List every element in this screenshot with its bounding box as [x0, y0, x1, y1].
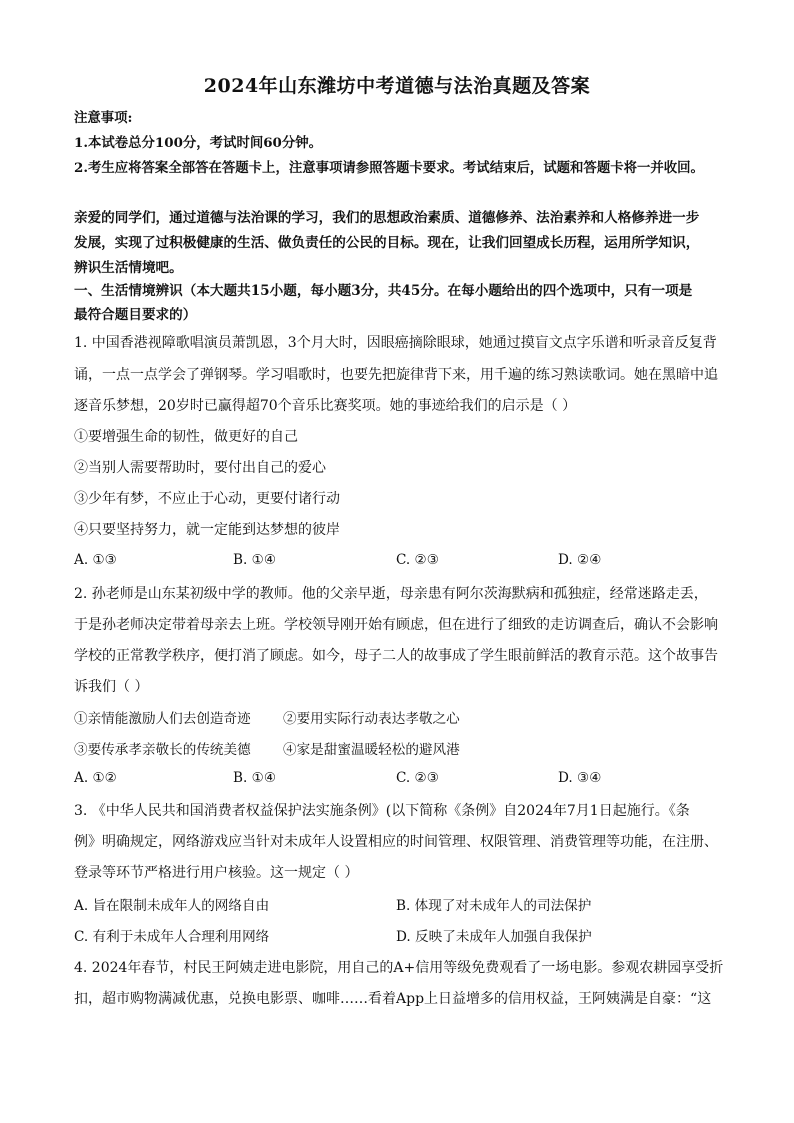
section-heading-line-1: 一、生活情境辨识（本大题共15小题，每小题3分，共45分。在每小题给出的四个选项中，只有一项是 — [74, 283, 693, 299]
intro-line-3: 辨识生活情境吧。 — [74, 260, 183, 276]
q2-statement-2: ②要用实际行动表达孝敬之心 — [283, 711, 460, 727]
q2-stem-line-2: 于是孙老师决定带着母亲去上班。学校领导刚开始有顾虑，但在进行了细致的走访调查后，确认不会影响 — [74, 617, 718, 633]
q3-option-a: A. 旨在限制未成年人的网络自由 — [74, 898, 270, 914]
q1-option-b: B. ①④ — [233, 552, 277, 568]
notice-heading: 注意事项: — [74, 110, 133, 126]
q1-statement-2: ②当别人需要帮助时，要付出自己的爱心 — [74, 460, 326, 476]
q1-stem-line-3: 逐音乐梦想，20岁时已赢得超70个音乐比赛奖项。她的事迹给我们的启示是（ ） — [74, 398, 577, 414]
q2-statement-1: ①亲情能激励人们去创造奇迹 — [74, 711, 251, 727]
q1-stem-line-2: 诵，一点一点学会了弹钢琴。学习唱歌时，也要先把旋律背下来，用千遍的练习熟读歌词。她在黑暗中追 — [74, 367, 718, 383]
q1-option-d: D. ②④ — [558, 552, 602, 568]
notice-item-2: 2.考生应将答案全部答在答题卡上，注意事项请参照答题卡要求。考试结束后，试题和答题卡将一并收回。 — [74, 160, 704, 176]
q2-statement-4: ④家是甜蜜温暖轻松的避风港 — [283, 742, 460, 758]
q1-statement-3: ③少年有梦，不应止于心动，更要付诸行动 — [74, 491, 340, 507]
page-title: 2024年山东潍坊中考道德与法治真题及答案 — [203, 75, 591, 97]
section-heading-line-2: 最符合题目要求的） — [74, 307, 197, 323]
q1-statement-4: ④只要坚持努力，就一定能到达梦想的彼岸 — [74, 522, 340, 538]
q2-stem-line-3: 学校的正常教学秩序，便打消了顾虑。如今，母子二人的故事成了学生眼前鲜活的教育示范。这个故事告 — [74, 648, 718, 664]
q3-stem-line-1: 3. 《中华人民共和国消费者权益保护法实施条例》(以下简称《条例》自2024年7月1日起施行。《条 — [74, 803, 690, 819]
q1-option-c: C. ②③ — [396, 552, 439, 568]
notice-item-1: 1.本试卷总分100分，考试时间60分钟。 — [74, 135, 323, 151]
intro-line-2: 发展，实现了过积极健康的生活、做负责任的公民的目标。现在，让我们回望成长历程，运用所学知识， — [74, 235, 700, 251]
q3-option-c: C. 有利于未成年人合理利用网络 — [74, 929, 270, 945]
q2-statement-3: ③要传承孝亲敬长的传统美德 — [74, 742, 251, 758]
q1-statement-1: ①要增强生命的韧性，做更好的自己 — [74, 429, 298, 445]
q4-stem-line-1: 4. 2024年春节，村民王阿姨走进电影院，用自己的A+信用等级免费观看了一场电影。参观农耕园享受折 — [74, 960, 724, 976]
q2-stem-line-1: 2. 孙老师是山东某初级中学的教师。他的父亲早逝，母亲患有阿尔茨海默病和孤独症，经常迷路走丢， — [74, 586, 708, 602]
q1-option-a: A. ①③ — [74, 552, 117, 568]
q3-option-d: D. 反映了未成年人加强自我保护 — [396, 929, 592, 945]
q1-stem-line-1: 1. 中国香港视障歌唱演员萧凯恩，3个月大时，因眼癌摘除眼球，她通过摸盲文点字乐谱和听录音反复背 — [74, 335, 717, 351]
q2-option-b: B. ①④ — [233, 770, 277, 786]
q2-option-d: D. ③④ — [558, 770, 602, 786]
q4-stem-line-2: 扣，超市购物满减优惠，兑换电影票、咖啡……看着App上日益增多的信用权益，王阿姨满是自豪：“这 — [74, 991, 712, 1007]
q2-option-c: C. ②③ — [396, 770, 439, 786]
q3-stem-line-3: 登录等环节严格进行用户核验。这一规定（ ） — [74, 865, 359, 881]
q2-stem-line-4: 诉我们（ ） — [74, 679, 149, 695]
q3-stem-line-2: 例》明确规定，网络游戏应当针对未成年人设置相应的时间管理、权限管理、消费管理等功能，在注册、 — [74, 834, 718, 850]
q3-option-b: B. 体现了对未成年人的司法保护 — [396, 898, 592, 914]
q2-option-a: A. ①② — [74, 770, 117, 786]
intro-line-1: 亲爱的同学们，通过道德与法治课的学习，我们的思想政治素质、道德修养、法治素养和人格修养进一步 — [74, 210, 700, 226]
